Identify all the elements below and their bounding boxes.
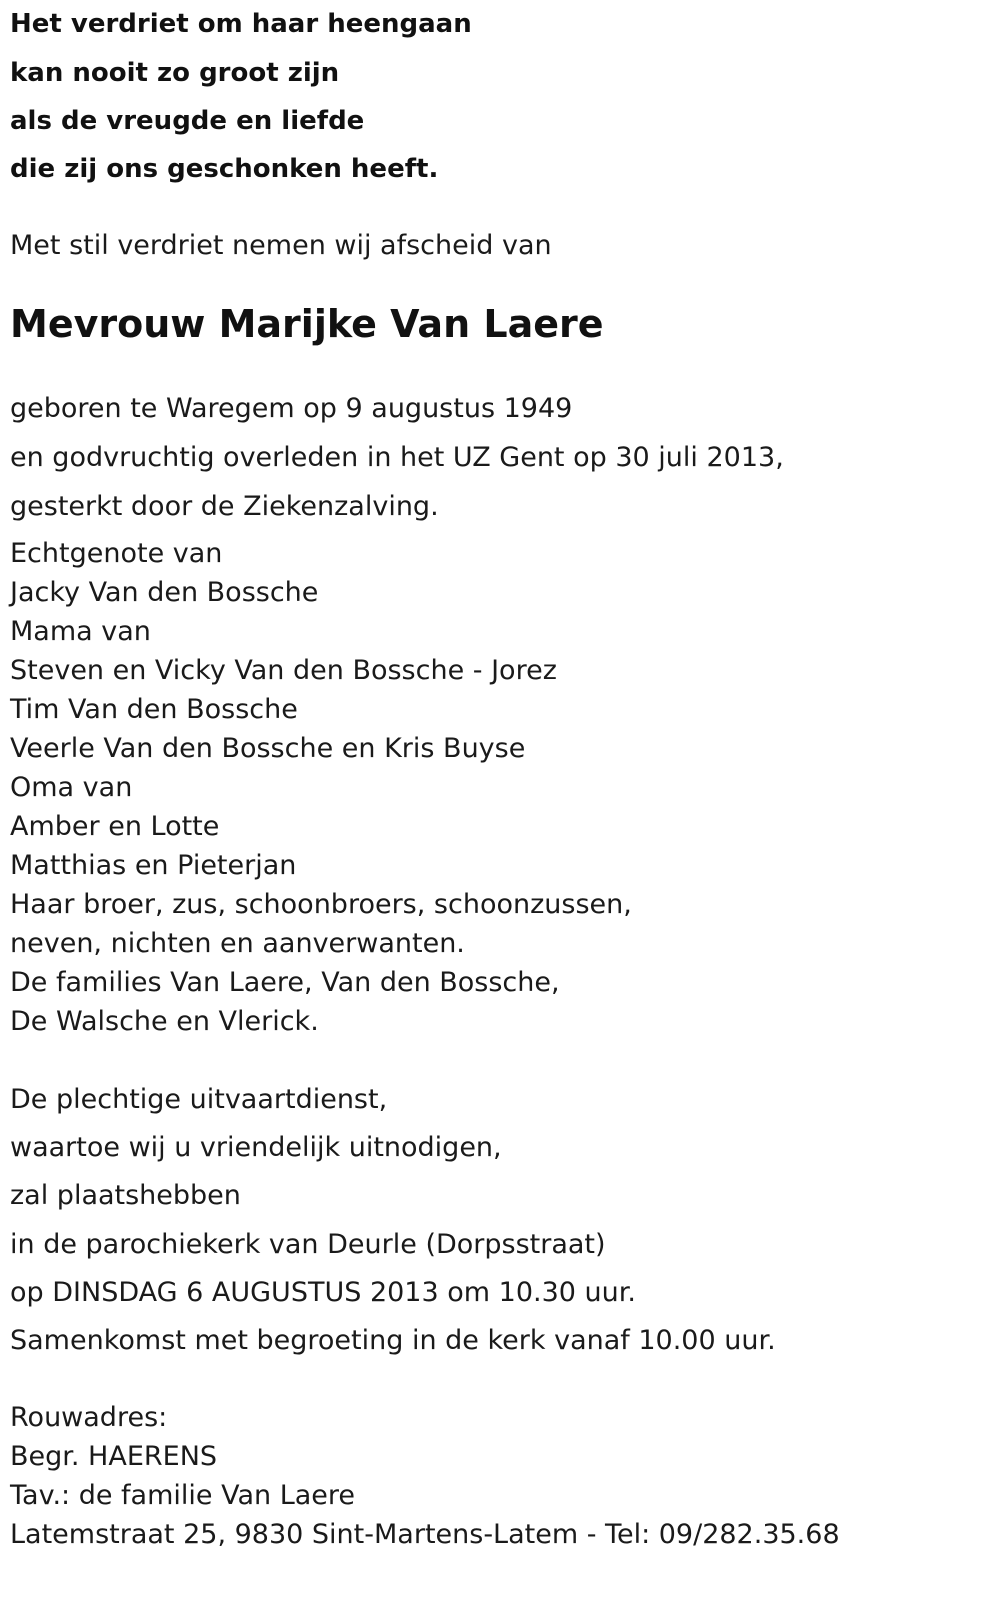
verse-line: die zij ons geschonken heeft. — [10, 154, 439, 184]
service-line: zal plaatshebben — [10, 1180, 241, 1211]
family-line: Oma van — [10, 772, 133, 803]
service-line: in de parochiekerk van Deurle (Dorpsstraat) — [10, 1229, 606, 1260]
address-line: Tav.: de familie Van Laere — [10, 1480, 356, 1511]
verse-line: als de vreugde en liefde — [10, 106, 365, 136]
life-line: en godvruchtig overleden in het UZ Gent op 30 juli 2013, — [10, 442, 784, 473]
verse-line: Het verdriet om haar heengaan — [10, 9, 472, 39]
family-line: Veerle Van den Bossche en Kris Buyse — [10, 733, 526, 764]
intro-text: Met stil verdriet nemen wij afscheid van — [10, 230, 552, 261]
family-line: neven, nichten en aanverwanten. — [10, 928, 465, 959]
family-line: Echtgenote van — [10, 538, 223, 569]
family-line: Amber en Lotte — [10, 811, 220, 842]
family-line: Steven en Vicky Van den Bossche - Jorez — [10, 655, 557, 686]
verse-line: kan nooit zo groot zijn — [10, 58, 340, 88]
address-line: Rouwadres: — [10, 1402, 168, 1433]
service-line: op DINSDAG 6 AUGUSTUS 2013 om 10.30 uur. — [10, 1277, 636, 1308]
family-line: Matthias en Pieterjan — [10, 850, 297, 881]
address-line: Latemstraat 25, 9830 Sint-Martens-Latem - Tel: 09/282.35.68 — [10, 1519, 840, 1550]
family-line: Haar broer, zus, schoonbroers, schoonzussen, — [10, 889, 632, 920]
life-line: geboren te Waregem op 9 augustus 1949 — [10, 393, 573, 424]
life-line: gesterkt door de Ziekenzalving. — [10, 491, 439, 522]
family-line: Tim Van den Bossche — [10, 694, 298, 725]
service-line: waartoe wij u vriendelijk uitnodigen, — [10, 1132, 502, 1163]
service-line: Samenkomst met begroeting in de kerk vanaf 10.00 uur. — [10, 1325, 776, 1356]
service-line: De plechtige uitvaartdienst, — [10, 1084, 388, 1115]
address-line: Begr. HAERENS — [10, 1441, 218, 1472]
family-line: De families Van Laere, Van den Bossche, — [10, 967, 560, 998]
family-line: Jacky Van den Bossche — [10, 577, 319, 608]
deceased-name: Mevrouw Marijke Van Laere — [10, 302, 604, 346]
family-line: De Walsche en Vlerick. — [10, 1006, 319, 1037]
family-line: Mama van — [10, 616, 151, 647]
